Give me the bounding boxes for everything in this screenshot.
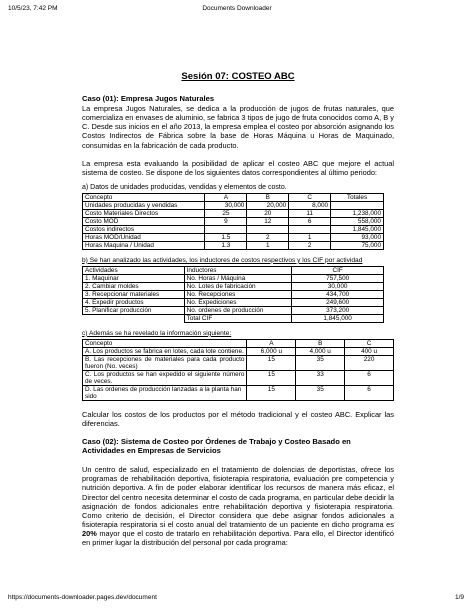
table-a-cell bbox=[331, 201, 384, 209]
table-row bbox=[83, 274, 384, 282]
table-b-total-value: 1,845,000 bbox=[292, 314, 384, 322]
table-b-cell: No. Recepciones bbox=[184, 290, 292, 298]
table-a-cell: Horas MOD/Unidad bbox=[83, 233, 205, 241]
caso2-percent: 20% bbox=[82, 528, 97, 538]
table-a-cell: 30,000 bbox=[205, 201, 247, 209]
table-a-cell: 558,000 bbox=[331, 217, 384, 225]
print-page-number: 1/9 bbox=[454, 594, 464, 601]
table-a-caption: a) Datos de unidades producidas, vendidas y elementos de costo. bbox=[82, 183, 287, 191]
table-a-cell: 20,000 bbox=[247, 201, 289, 209]
table-b-cell: 434,700 bbox=[292, 290, 384, 298]
table-a-cell: 8,000 bbox=[289, 201, 331, 209]
table-a-cell: Horas Maquina / Unidad bbox=[83, 241, 205, 249]
table-a-cell: 20 bbox=[247, 209, 289, 217]
table-b-cell: 4. Expedir productos bbox=[83, 298, 185, 306]
table-b-cell: 5. Planificar producción bbox=[83, 306, 185, 314]
table-row bbox=[83, 298, 384, 306]
caso2-text-before: Un centro de salud, especializado en el tratamiento de dolencias de deportistas, ofrece los programas de rehabilitación deportiva, fisioterapia respiratoria, evaluación pre competencia y nutrición deportiva. A fin de poder elaborar identificar los recursos de manera más eficaz, el Director del centro necesita determinar el costo de cada programa, en particular debe decidir la asignación de fondos adicionales entre rehabilitación deportiva y fisioterapia respiratoria. Como criterio de decisión, el Director considera que debe asignar fondos adicionales a fisioterapia respiratoria si el costo anual del tratamiento de un paciente en dicho programa es bbox=[82, 465, 394, 529]
table-c-cell: 400 u bbox=[345, 347, 394, 355]
table-a-cell: Unidades producidas y vendidas bbox=[83, 201, 205, 209]
browser-print-footer bbox=[0, 594, 474, 606]
print-datetime: 10/5/23, 7:42 PM bbox=[8, 5, 58, 12]
table-c-head: Concepto bbox=[83, 339, 247, 347]
table-c-cell: 6 bbox=[345, 370, 394, 385]
table-c-cell: 33 bbox=[296, 370, 345, 385]
table-c-cell: 4,000 u bbox=[296, 347, 345, 355]
table-c-cell: 220 bbox=[345, 355, 394, 370]
table-row bbox=[83, 306, 384, 314]
caso1-paragraph-2: La empresa esta evaluando la posibilidad de aplicar el costeo ABC que mejore el actual sistema de costeo. Se dispone de los siguientes datos correspondientes al último periodo: bbox=[82, 158, 394, 177]
table-a-cell bbox=[247, 225, 289, 233]
caso2-paragraph bbox=[82, 465, 394, 547]
table-row bbox=[83, 233, 384, 241]
table-c-cell: C. Los productos se han expedido el siguiente número de veces. bbox=[83, 370, 247, 385]
table-a-cell: Costos indirectos bbox=[83, 225, 205, 233]
table-row bbox=[83, 282, 384, 290]
table-c-cell: 6 bbox=[345, 385, 394, 400]
table-a-head: Totales bbox=[331, 193, 384, 201]
table-row bbox=[83, 193, 384, 201]
caso1-paragraph-3: Calcular los costos de los productos por el método tradicional y el costeo ABC. Explicar las diferencias. bbox=[82, 409, 394, 428]
table-a-cell: 75,000 bbox=[331, 241, 384, 249]
print-site-title: Documents Downloader bbox=[202, 5, 272, 12]
document-body bbox=[82, 72, 394, 547]
table-row bbox=[83, 217, 384, 225]
table-b-head: CIF bbox=[292, 266, 384, 274]
table-row bbox=[83, 347, 394, 355]
table-a-cell: 12 bbox=[247, 217, 289, 225]
table-b-blank bbox=[83, 314, 185, 322]
table-b bbox=[82, 266, 384, 323]
print-url: https://documents-downloader.pages.dev/document bbox=[8, 594, 157, 601]
table-b-cell: No. Horas / Máquina bbox=[184, 274, 292, 282]
table-a-cell: 25 bbox=[205, 209, 247, 217]
table-c bbox=[82, 339, 394, 401]
table-b-head: Inductores bbox=[184, 266, 292, 274]
table-row bbox=[83, 266, 384, 274]
table-b-head: Actividades bbox=[83, 266, 185, 274]
table-row bbox=[83, 339, 394, 347]
table-c-head: C bbox=[345, 339, 394, 347]
table-b-cell: 30,000 bbox=[292, 282, 384, 290]
table-c-cell: 15 bbox=[247, 385, 296, 400]
table-b-cell: 373,200 bbox=[292, 306, 384, 314]
table-a-cell: 1,845,000 bbox=[331, 225, 384, 233]
caso2-text-after: mayor que el costo de tratarlo en rehabilitación deportiva. Para ello, el Director identificó en primer lugar la distribución del personal por cada programa: bbox=[82, 528, 394, 547]
table-b-cell: No. ordenes de producción bbox=[184, 306, 292, 314]
table-row bbox=[83, 241, 384, 249]
table-c-cell: B. Las recepciones de materiales para cada producto fueron (No. veces) bbox=[83, 355, 247, 370]
table-b-cell: No. Expediciones bbox=[184, 298, 292, 306]
table-a-head: B bbox=[247, 193, 289, 201]
table-a-cell: 1 bbox=[289, 233, 331, 241]
table-a-cell: 1 bbox=[247, 241, 289, 249]
table-b-cell: 1. Maquinar bbox=[83, 274, 185, 282]
table-row bbox=[83, 225, 384, 233]
table-b-cell: 757,500 bbox=[292, 274, 384, 282]
table-c-cell: 35 bbox=[296, 355, 345, 370]
table-row bbox=[83, 209, 384, 217]
table-a-cell: 93,000 bbox=[331, 233, 384, 241]
table-c-head: A bbox=[247, 339, 296, 347]
table-a-cell: 1.5 bbox=[205, 233, 247, 241]
table-a-cell: 2 bbox=[289, 241, 331, 249]
table-c-head: B bbox=[296, 339, 345, 347]
table-c-cell: 6,000 u bbox=[247, 347, 296, 355]
table-a-head: Concepto bbox=[83, 193, 205, 201]
table-c-caption: c) Además se ha revelado la información siguiente: bbox=[82, 329, 232, 337]
table-a-cell: 1,238,000 bbox=[331, 209, 384, 217]
table-a-cell: 11 bbox=[289, 209, 331, 217]
table-b-cell: 3. Recepcionar materiales bbox=[83, 290, 185, 298]
table-c-cell: 15 bbox=[247, 370, 296, 385]
table-c-cell: A. Los productos se fabrica en lotes, cada lote contiene. bbox=[83, 347, 247, 355]
browser-print-header bbox=[0, 5, 474, 17]
page-title: Sesión 07: COSTEO ABC bbox=[181, 71, 295, 82]
table-b-total-label: Total CIF bbox=[184, 314, 292, 322]
table-a-cell bbox=[289, 225, 331, 233]
table-a-cell bbox=[205, 225, 247, 233]
table-row bbox=[83, 385, 394, 400]
table-a-head: A bbox=[205, 193, 247, 201]
table-a-cell: 9 bbox=[205, 217, 247, 225]
table-b-cell: 249,600 bbox=[292, 298, 384, 306]
table-row bbox=[83, 201, 384, 209]
table-row bbox=[83, 370, 394, 385]
caso2-heading: Caso (02): Sistema de Costeo por Órdenes de Trabajo y Costeo Basado en Actividades en Empresas de Servicios bbox=[82, 437, 351, 456]
table-c-cell: 15 bbox=[247, 355, 296, 370]
table-a-cell: 1.3 bbox=[205, 241, 247, 249]
caso1-heading: Caso (01): Empresa Jugos Naturales bbox=[82, 94, 215, 104]
table-a-cell: Costo Materiales Directos bbox=[83, 209, 205, 217]
table-b-cell: No. Lotes de fabricación bbox=[184, 282, 292, 290]
table-row bbox=[83, 355, 394, 370]
table-c-cell: 35 bbox=[296, 385, 345, 400]
table-row bbox=[83, 314, 384, 322]
table-a bbox=[82, 193, 384, 250]
table-row bbox=[83, 290, 384, 298]
table-b-caption: b) Se han analizado las actividades, los inductores de costos respectivos y los CIF por actividad bbox=[82, 256, 363, 264]
caso1-paragraph-1: La empresa Jugos Naturales, se dedica a la producción de jugos de frutas naturales, que comercializa en envases de aluminio, se fabrica 3 tipos de jugo de fruta conocidos como A, B y C. Desde sus inicios en el año 2013, la empresa emplea el costeo por absorción asignando los Costos Indirectos de Fábrica sobre la base de Horas Máquina u Horas de Maquinado, consumidas en la fabricación de cada producto. bbox=[82, 104, 394, 150]
table-c-cell: D. Las ordenes de producción lanzadas a la planta han sido bbox=[83, 385, 247, 400]
table-a-cell: Costo MOD bbox=[83, 217, 205, 225]
table-a-cell: 2 bbox=[247, 233, 289, 241]
table-a-cell: 6 bbox=[289, 217, 331, 225]
table-b-cell: 2. Cambiar moldes bbox=[83, 282, 185, 290]
table-a-head: C bbox=[289, 193, 331, 201]
